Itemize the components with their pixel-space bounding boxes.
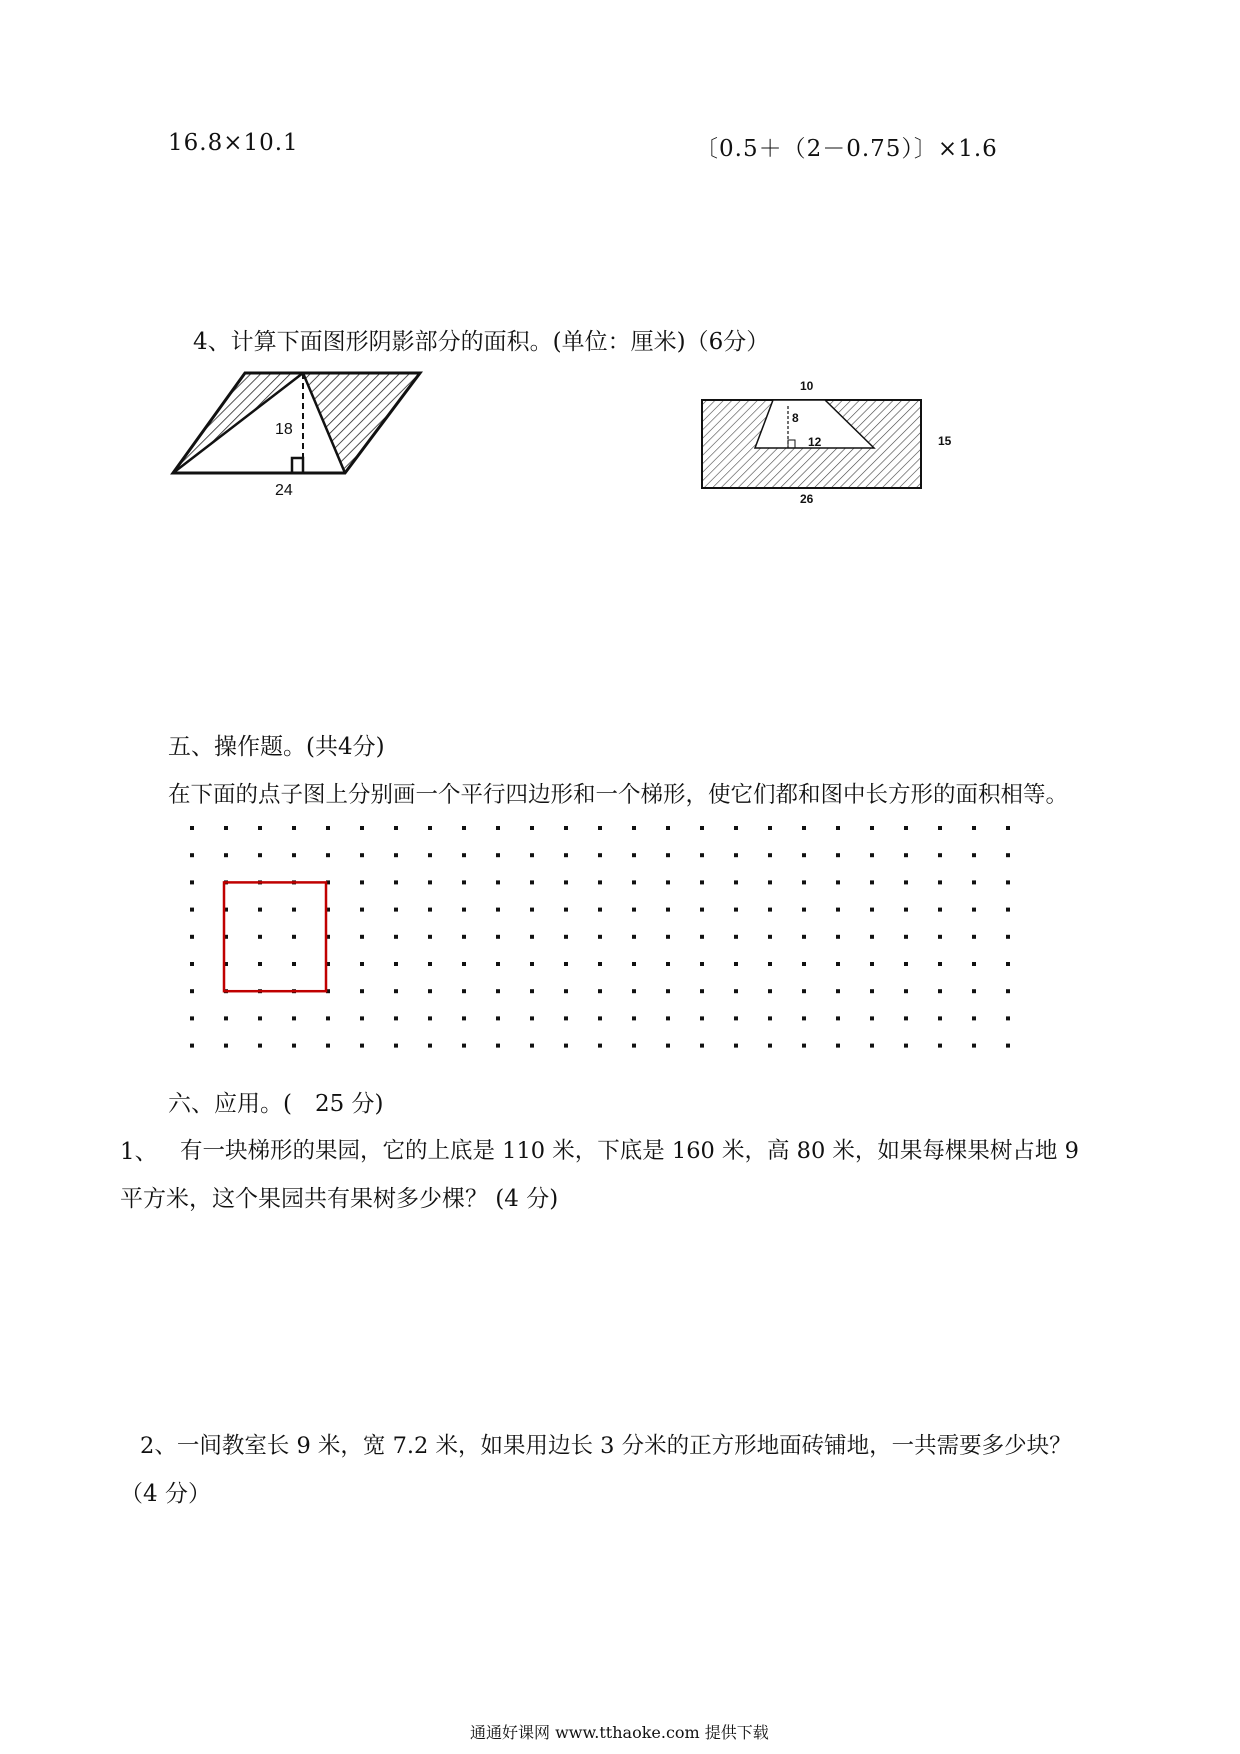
- grid-dot: [972, 826, 976, 830]
- grid-dot: [462, 853, 466, 857]
- grid-dot: [904, 962, 908, 966]
- grid-dot: [632, 962, 636, 966]
- grid-dot: [292, 935, 296, 939]
- grid-dot: [428, 880, 432, 884]
- grid-dot: [326, 1016, 330, 1020]
- calc-expression-a: 16.8×10.1: [168, 130, 299, 156]
- grid-dot: [1006, 826, 1010, 830]
- grid-dot: [530, 1016, 534, 1020]
- fig1-height-label: 18: [275, 421, 293, 438]
- grid-dot: [972, 1044, 976, 1048]
- grid-dot: [462, 1044, 466, 1048]
- grid-dot: [700, 962, 704, 966]
- grid-dot: [530, 962, 534, 966]
- grid-dot: [530, 908, 534, 912]
- grid-dot: [938, 1044, 942, 1048]
- grid-dot: [360, 853, 364, 857]
- grid-dot: [564, 935, 568, 939]
- grid-dot: [904, 989, 908, 993]
- fig2-inner-height-label: 8: [792, 411, 799, 425]
- grid-dot: [360, 1016, 364, 1020]
- grid-dot: [1006, 935, 1010, 939]
- grid-dot: [632, 1044, 636, 1048]
- grid-dot: [258, 826, 262, 830]
- grid-dot: [258, 908, 262, 912]
- grid-dot: [530, 880, 534, 884]
- grid-dot: [360, 989, 364, 993]
- grid-dot: [972, 853, 976, 857]
- grid-dot: [190, 935, 194, 939]
- grid-dot: [768, 880, 772, 884]
- grid-dot: [326, 853, 330, 857]
- fig2-width-label: 26: [800, 492, 814, 506]
- calc-expression-b: 〔0.5＋（2－0.75）〕×1.6: [695, 136, 998, 162]
- grid-dot: [700, 1044, 704, 1048]
- grid-dot: [394, 908, 398, 912]
- grid-dot: [666, 1016, 670, 1020]
- grid-dot: [870, 935, 874, 939]
- grid-dot: [836, 826, 840, 830]
- grid-dot: [190, 962, 194, 966]
- grid-dot: [870, 880, 874, 884]
- grid-dot: [224, 1044, 228, 1048]
- grid-dot: [598, 853, 602, 857]
- grid-dot: [972, 908, 976, 912]
- footer-text: 通通好课网 www.tthaoke.com 提供下载: [470, 1723, 769, 1742]
- grid-dot: [496, 989, 500, 993]
- grid-dot: [190, 853, 194, 857]
- grid-dot: [496, 1016, 500, 1020]
- grid-dot: [530, 935, 534, 939]
- grid-dot: [666, 826, 670, 830]
- grid-dot: [700, 989, 704, 993]
- shaded-right-triangle: [303, 373, 420, 473]
- grid-dot: [938, 853, 942, 857]
- grid-dot: [462, 935, 466, 939]
- grid-dot: [292, 908, 296, 912]
- grid-dot: [428, 908, 432, 912]
- grid-dot: [836, 989, 840, 993]
- grid-dot: [666, 853, 670, 857]
- q4-title: 4、计算下面图形阴影部分的面积。(单位：厘米)（6分）: [193, 329, 770, 355]
- fig1-base-label: 24: [275, 482, 293, 499]
- grid-dot: [360, 826, 364, 830]
- grid-dot: [1006, 908, 1010, 912]
- fig2-top-label: 10: [800, 379, 814, 393]
- grid-dot: [768, 826, 772, 830]
- grid-dot: [394, 989, 398, 993]
- grid-dot: [700, 935, 704, 939]
- grid-dot: [734, 853, 738, 857]
- grid-dot: [394, 826, 398, 830]
- grid-dot: [700, 1016, 704, 1020]
- grid-dot: [836, 962, 840, 966]
- grid-dot: [258, 935, 262, 939]
- grid-dot: [530, 853, 534, 857]
- grid-dot: [394, 1016, 398, 1020]
- q1-line2: 平方米，这个果园共有果树多少棵？ (4 分): [120, 1186, 559, 1212]
- grid-dot: [972, 1016, 976, 1020]
- grid-dot: [292, 962, 296, 966]
- q2-line2: （4 分）: [120, 1481, 211, 1507]
- grid-dot: [938, 989, 942, 993]
- grid-dot: [394, 962, 398, 966]
- grid-dot: [258, 962, 262, 966]
- grid-dot: [802, 935, 806, 939]
- grid-dot: [1006, 1016, 1010, 1020]
- grid-dot: [292, 826, 296, 830]
- grid-dot: [360, 908, 364, 912]
- grid-dot: [768, 962, 772, 966]
- grid-dot: [870, 853, 874, 857]
- grid-dot: [938, 880, 942, 884]
- q1-line1: 有一块梯形的果园，它的上底是 110 米，下底是 160 米，高 80 米，如果每棵果树占地 9: [180, 1138, 1079, 1164]
- grid-dot: [224, 826, 228, 830]
- grid-dot: [768, 1044, 772, 1048]
- grid-dot: [462, 880, 466, 884]
- grid-dot: [190, 880, 194, 884]
- grid-dot: [938, 826, 942, 830]
- grid-dot: [666, 1044, 670, 1048]
- grid-dot: [360, 962, 364, 966]
- grid-dot: [734, 1044, 738, 1048]
- section6-title: 六、应用。( 25 分): [168, 1091, 384, 1117]
- grid-dot: [768, 1016, 772, 1020]
- grid-dot: [598, 908, 602, 912]
- grid-dot: [564, 853, 568, 857]
- grid-dot: [428, 935, 432, 939]
- grid-dot: [598, 989, 602, 993]
- grid-dot: [972, 935, 976, 939]
- grid-dot: [836, 880, 840, 884]
- grid-dot: [496, 880, 500, 884]
- grid-dot: [394, 853, 398, 857]
- grid-dot: [360, 1044, 364, 1048]
- grid-dot: [428, 989, 432, 993]
- grid-dot: [802, 1044, 806, 1048]
- grid-dot: [632, 1016, 636, 1020]
- grid-dot: [598, 1016, 602, 1020]
- grid-dot: [496, 908, 500, 912]
- dot-grid[interactable]: [180, 820, 1040, 1080]
- grid-dot: [1006, 989, 1010, 993]
- grid-dot: [802, 908, 806, 912]
- grid-dot: [462, 962, 466, 966]
- grid-dot: [462, 826, 466, 830]
- grid-dot: [462, 908, 466, 912]
- grid-dot: [836, 908, 840, 912]
- grid-dot: [1006, 880, 1010, 884]
- grid-dot: [666, 880, 670, 884]
- grid-dot: [904, 1016, 908, 1020]
- grid-dot: [836, 935, 840, 939]
- grid-dot: [836, 853, 840, 857]
- fig2-height-label: 15: [938, 434, 952, 448]
- grid-dot: [938, 908, 942, 912]
- grid-dot: [564, 880, 568, 884]
- grid-dot: [734, 935, 738, 939]
- grid-dot: [496, 962, 500, 966]
- grid-dot: [598, 962, 602, 966]
- grid-dot: [394, 935, 398, 939]
- grid-dot: [1006, 1044, 1010, 1048]
- grid-dot: [598, 826, 602, 830]
- grid-dot: [700, 908, 704, 912]
- grid-dot: [700, 826, 704, 830]
- grid-dot: [870, 1044, 874, 1048]
- grid-dot: [904, 1044, 908, 1048]
- grid-dot: [700, 853, 704, 857]
- grid-dot: [836, 1044, 840, 1048]
- grid-dot: [904, 853, 908, 857]
- grid-dot: [870, 826, 874, 830]
- grid-dot: [190, 908, 194, 912]
- grid-dot: [904, 826, 908, 830]
- grid-dot: [1006, 962, 1010, 966]
- grid-dot: [904, 880, 908, 884]
- grid-dot: [632, 908, 636, 912]
- grid-dot: [496, 935, 500, 939]
- grid-dot: [462, 1016, 466, 1020]
- grid-dot: [870, 989, 874, 993]
- grid-dot: [1006, 853, 1010, 857]
- grid-dot: [530, 989, 534, 993]
- grid-dot: [190, 1016, 194, 1020]
- grid-dot: [802, 826, 806, 830]
- grid-dot: [190, 826, 194, 830]
- grid-dot: [598, 935, 602, 939]
- grid-dot: [734, 880, 738, 884]
- grid-dot: [734, 908, 738, 912]
- grid-dot: [802, 853, 806, 857]
- grid-dot: [734, 989, 738, 993]
- grid-dot: [666, 908, 670, 912]
- grid-dot: [802, 1016, 806, 1020]
- grid-dot: [394, 1044, 398, 1048]
- grid-dot: [496, 853, 500, 857]
- grid-dot: [802, 962, 806, 966]
- grid-dot: [428, 853, 432, 857]
- grid-dot: [768, 853, 772, 857]
- grid-dot: [428, 962, 432, 966]
- grid-dot: [768, 935, 772, 939]
- grid-dot: [734, 826, 738, 830]
- grid-dot: [428, 1044, 432, 1048]
- grid-dot: [292, 1044, 296, 1048]
- section5-instruction: 在下面的点子图上分别画一个平行四边形和一个梯形，使它们都和图中长方形的面积相等。: [168, 782, 1069, 808]
- grid-dot: [700, 880, 704, 884]
- grid-dot: [496, 1044, 500, 1048]
- grid-dot: [428, 826, 432, 830]
- grid-dot: [530, 1044, 534, 1048]
- grid-dot: [360, 935, 364, 939]
- grid-dot: [734, 962, 738, 966]
- grid-dot: [224, 1016, 228, 1020]
- fig2-inner-base-label: 12: [808, 435, 822, 449]
- grid-dot: [768, 989, 772, 993]
- grid-dot: [904, 908, 908, 912]
- grid-dot: [972, 962, 976, 966]
- grid-dot: [564, 989, 568, 993]
- grid-dot: [632, 826, 636, 830]
- grid-dot: [292, 1016, 296, 1020]
- grid-dot: [564, 826, 568, 830]
- grid-dot: [666, 962, 670, 966]
- grid-dot: [870, 1016, 874, 1020]
- grid-dot: [632, 853, 636, 857]
- grid-dot: [224, 853, 228, 857]
- q1-number: 1、: [120, 1139, 158, 1165]
- grid-dot: [768, 908, 772, 912]
- grid-dot: [938, 935, 942, 939]
- section5-title: 五、操作题。(共4分): [168, 734, 385, 760]
- grid-dot: [564, 908, 568, 912]
- grid-dot: [836, 1016, 840, 1020]
- grid-dot: [632, 880, 636, 884]
- grid-dot: [972, 989, 976, 993]
- grid-dot: [666, 935, 670, 939]
- grid-dot: [428, 1016, 432, 1020]
- grid-dot: [870, 908, 874, 912]
- parallelogram-figure: [165, 360, 455, 540]
- grid-dot: [292, 853, 296, 857]
- grid-dot: [904, 935, 908, 939]
- grid-dot: [870, 962, 874, 966]
- grid-dot: [394, 880, 398, 884]
- grid-dot: [564, 1016, 568, 1020]
- grid-dot: [598, 880, 602, 884]
- q2-line1: 2、一间教室长 9 米，宽 7.2 米，如果用边长 3 分米的正方形地面砖铺地，一共需要多少块？: [140, 1433, 1072, 1459]
- grid-dot: [190, 1044, 194, 1048]
- grid-dot: [632, 935, 636, 939]
- grid-dot: [258, 1044, 262, 1048]
- grid-dot: [530, 826, 534, 830]
- grid-dot: [938, 1016, 942, 1020]
- grid-dot: [326, 826, 330, 830]
- grid-dot: [564, 962, 568, 966]
- reference-rectangle: [224, 882, 326, 991]
- grid-dot: [258, 853, 262, 857]
- grid-dot: [190, 989, 194, 993]
- grid-dot: [462, 989, 466, 993]
- grid-dot: [564, 1044, 568, 1048]
- grid-dot: [258, 1016, 262, 1020]
- grid-dot: [938, 962, 942, 966]
- grid-dot: [632, 989, 636, 993]
- grid-dot: [496, 826, 500, 830]
- grid-dot: [666, 989, 670, 993]
- grid-dot: [802, 989, 806, 993]
- grid-dot: [360, 880, 364, 884]
- grid-dot: [598, 1044, 602, 1048]
- grid-dot: [326, 1044, 330, 1048]
- grid-dot: [802, 880, 806, 884]
- grid-dot: [972, 880, 976, 884]
- grid-dot: [734, 1016, 738, 1020]
